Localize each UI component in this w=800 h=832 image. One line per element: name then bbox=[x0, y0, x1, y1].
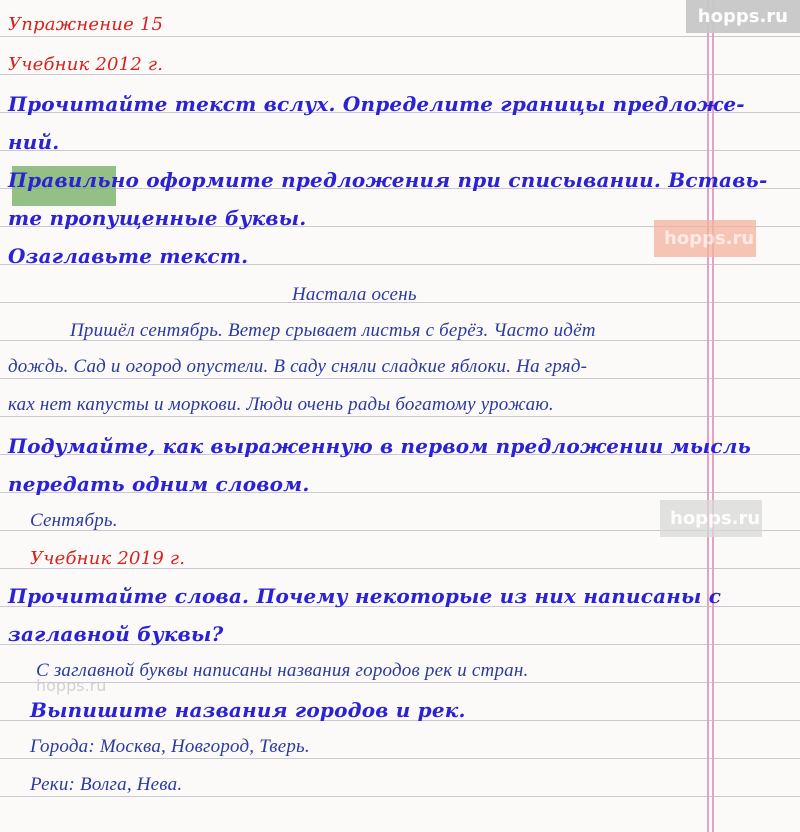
textbook-2019-heading: Учебник 2019 г. bbox=[30, 548, 186, 569]
task-2012-line-4: те пропущенные буквы. bbox=[8, 206, 307, 230]
rivers-list: Реки: Волга, Нева. bbox=[30, 774, 183, 795]
task-2019-answer: С заглавной буквы написаны названия городов рек и стран. bbox=[36, 660, 529, 681]
margin-line bbox=[712, 0, 714, 832]
question-line-1: Подумайте, как выраженную в первом предложении мысль bbox=[8, 434, 751, 458]
question-line-2: передать одним словом. bbox=[8, 472, 310, 496]
story-line-3: ках нет капусты и моркови. Люди очень рады богатому урожаю. bbox=[8, 394, 554, 415]
story-line-1: Пришёл сентябрь. Ветер срывает листья с берёз. Часто идёт bbox=[70, 320, 596, 341]
watermark-red: hopps.ru bbox=[654, 220, 756, 257]
task-2019-line-2: заглавной буквы? bbox=[8, 622, 224, 646]
watermark-gray: hopps.ru bbox=[660, 500, 762, 537]
task-2012-line-3: Правильно оформите предложения при списывании. Вставь- bbox=[8, 168, 768, 192]
textbook-2012-heading: Учебник 2012 г. bbox=[8, 54, 164, 75]
task-2019-line-1: Прочитайте слова. Почему некоторые из них написаны с bbox=[8, 584, 722, 608]
task-2012-line-5: Озаглавьте текст. bbox=[8, 244, 249, 268]
question-answer: Сентябрь. bbox=[30, 510, 118, 531]
task-2012-line-1: Прочитайте текст вслух. Определите границы предложе- bbox=[8, 92, 745, 116]
watermark-faint: hopps.ru bbox=[36, 676, 107, 695]
margin-line bbox=[707, 0, 709, 832]
cities-list: Города: Москва, Новгород, Тверь. bbox=[30, 736, 310, 757]
story-line-2: дождь. Сад и огород опустели. В саду сняли сладкие яблоки. На гряд- bbox=[8, 356, 588, 377]
watermark-top: hopps.ru bbox=[686, 0, 800, 33]
exercise-heading: Упражнение 15 bbox=[8, 14, 164, 35]
task-2019-task-2: Выпишите названия городов и рек. bbox=[30, 698, 466, 722]
task-2012-line-2: ний. bbox=[8, 130, 60, 154]
story-title: Настала осень bbox=[292, 284, 417, 305]
